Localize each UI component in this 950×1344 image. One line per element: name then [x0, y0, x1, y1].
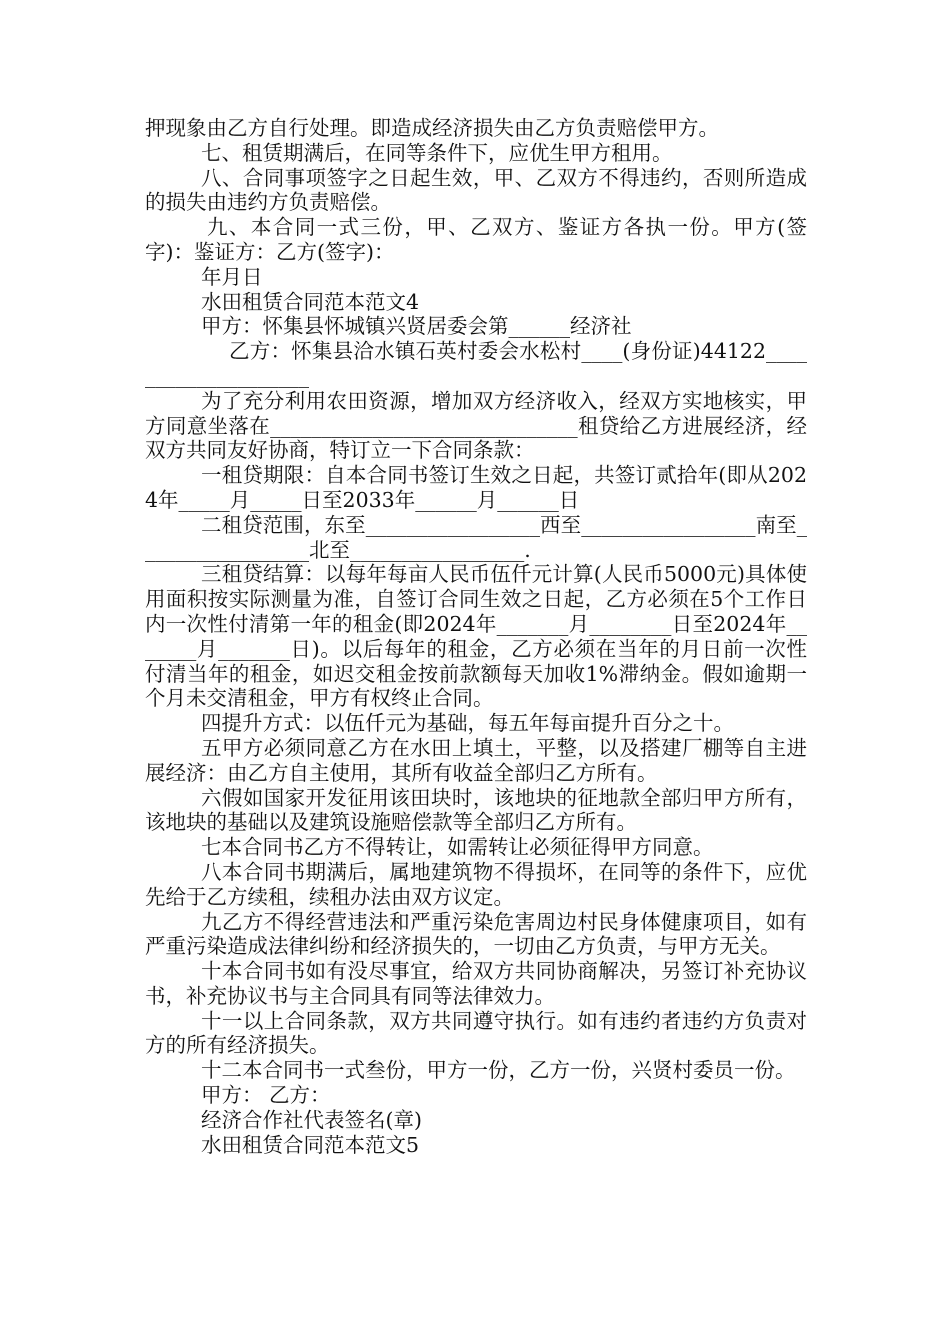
- document-body: [145, 116, 807, 1157]
- term-8-expiry: 八本合同书期满后，属地建筑物不得损坏，在同等的条件下，应优先给于乙方续租，续租办法由双方议定。: [145, 859, 807, 909]
- party-a-line: 甲方：怀集县怀城镇兴贤居委会第______经济社: [201, 314, 632, 339]
- clause-9-copies: 九、本合同一式三份，甲、乙双方、鉴证方各执一份。甲方(签字)：鉴证方：乙方(签字)：: [145, 215, 807, 264]
- term-7-transfer: 七本合同书乙方不得转让，如需转让必须征得甲方同意。: [201, 835, 714, 860]
- term-3-settlement: 三租贷结算：以每年每亩人民币伍仟元计算(人民币5000元)具体使用面积按实际测量为准，自签订合同生效之日起，乙方必须在5个工作日内一次性付清第一年的租金(即2024年_______月________日至2024年_______月_______日)。以后每年的租金，乙方必须在当年的月日前一次性付清当年的租金，如迟交租金按前款额每天加收1%滞纳金。假如逾期一个月未交清租金，甲方有权终止合同。: [145, 562, 807, 711]
- term-9-pollution: 九乙方不得经营违法和严重污染危害周边村民身体健康项目，如有严重污染造成法律纠纷和经济损失的，一切由乙方负责，与甲方无关。: [145, 909, 807, 959]
- term-11-compliance: 十一以上合同条款，双方共同遵守执行。如有违约者违约方负责对方的所有经济损失。: [145, 1008, 807, 1058]
- section-title-4: 水田租赁合同范本范文4: [201, 289, 420, 314]
- paragraph-penalty-continuation: 押现象由乙方自行处理。即造成经济损失由乙方负责赔偿甲方。: [145, 116, 719, 140]
- clause-7-renewal: 七、租赁期满后，在同等条件下，应优生甲方租用。: [201, 140, 673, 165]
- term-5-land-use: 五甲方必须同意乙方在水田上填土，平整，以及搭建厂棚等自主进展经济：由乙方自主使用，其所有收益全部归乙方所有。: [145, 735, 807, 785]
- term-12-copies: 十二本合同书一式叁份，甲方一份，乙方一份，兴贤村委员一份。: [201, 1058, 796, 1083]
- section-title-5: 水田租赁合同范本范文5: [201, 1132, 420, 1157]
- signature-parties-line: 甲方： 乙方：: [201, 1083, 331, 1108]
- signature-representative-line: 经济合作社代表签名(章): [201, 1107, 422, 1132]
- term-2-lease-scope: 二租贷范围，东至_________________西至_________________南至_________________北至_________________.: [145, 512, 807, 562]
- term-4-increase: 四提升方式：以伍仟元为基础，每五年每亩提升百分之十。: [201, 711, 734, 736]
- clause-8-effective: 八、合同事项签字之日起生效，甲、乙双方不得违约，否则所造成的损失由违约方负责赔偿。: [145, 165, 807, 215]
- date-line: 年月日: [201, 264, 263, 289]
- term-10-supplement: 十本合同书如有没尽事宜，给双方共同协商解决，另签订补充协议书，补充协议书与主合同具有同等法律效力。: [145, 959, 807, 1008]
- term-6-expropriation: 六假如国家开发征用该田块时，该地块的征地款全部归甲方所有，该地块的基础以及建筑设施赔偿款等全部归乙方所有。: [145, 785, 807, 835]
- party-b-line: 乙方：怀集县洽水镇石英村委会水松村____(身份证)44122____________________: [145, 339, 807, 388]
- preamble-paragraph: 为了充分利用农田资源，增加双方经济收入，经双方实地核实，甲方同意坐落在______________________________租贷给乙方进展经济，经双方共同友好协商，特订立一下合同条款：: [145, 388, 807, 463]
- term-1-lease-period: 一租贷期限：自本合同书签订生效之日起，共签订贰拾年(即从2024年_____月_____日至2033年______月______日: [145, 463, 807, 512]
